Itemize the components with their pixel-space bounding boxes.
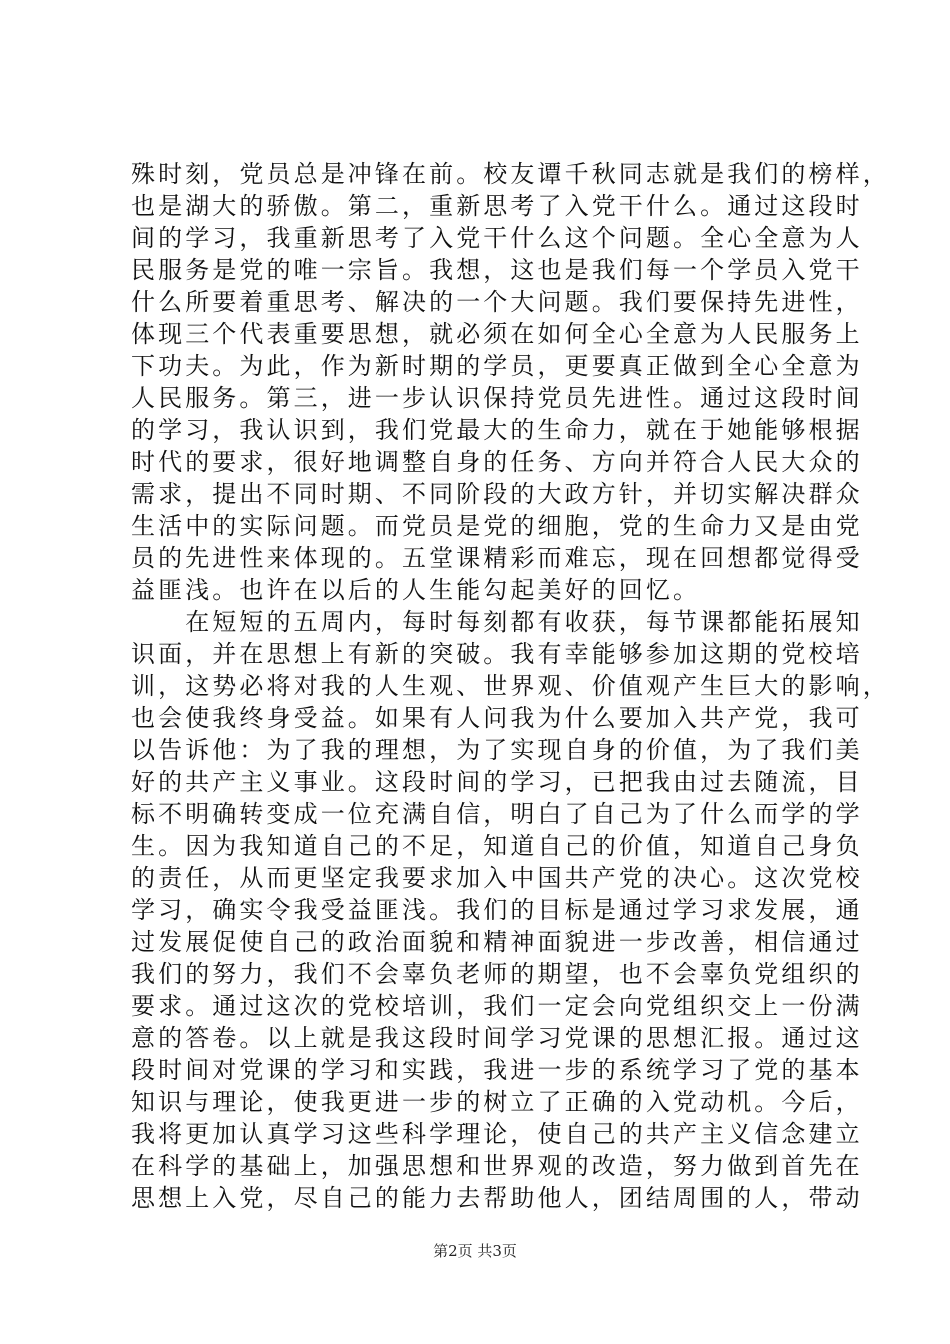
text-line: 员的先进性来体现的。五堂课精彩而难忘，现在回想都觉得受 [131, 544, 863, 572]
text-line: 的学习，我认识到，我们党最大的生命力，就在于她能够根据 [131, 416, 863, 444]
text-line: 我将更加认真学习这些科学理论，使自己的共产主义信念建立 [131, 1120, 863, 1148]
text-line: 益匪浅。也许在以后的人生能勾起美好的回忆。 [131, 576, 701, 604]
text-line: 识面，并在思想上有新的突破。我有幸能够参加这期的党校培 [131, 640, 863, 668]
text-line: 标不明确转变成一位充满自信，明白了自己为了什么而学的学 [131, 800, 863, 828]
text-line: 好的共产主义事业。这段时间的学习，已把我由过去随流，目 [131, 768, 863, 796]
text-line: 人民服务。第三，进一步认识保持党员先进性。通过这段时间 [131, 384, 863, 412]
text-line: 意的答卷。以上就是我这段时间学习党课的思想汇报。通过这 [131, 1024, 863, 1052]
text-line: 也是湖大的骄傲。第二，重新思考了入党干什么。通过这段时 [131, 192, 863, 220]
text-line: 我们的努力，我们不会辜负老师的期望，也不会辜负党组织的 [131, 960, 863, 988]
text-line: 生活中的实际问题。而党员是党的细胞，党的生命力又是由党 [131, 512, 863, 540]
text-line: 知识与理论，使我更进一步的树立了正确的入党动机。今后， [131, 1088, 863, 1116]
text-line: 段时间对党课的学习和实践，我进一步的系统学习了党的基本 [131, 1056, 863, 1084]
text-line: 学习，确实令我受益匪浅。我们的目标是通过学习求发展，通 [131, 896, 863, 924]
text-line: 下功夫。为此，作为新时期的学员，更要真正做到全心全意为 [131, 352, 863, 380]
text-line: 时代的要求，很好地调整自身的任务、方向并符合人民大众的 [131, 448, 863, 476]
text-line: 在短短的五周内，每时每刻都有收获，每节课都能拓展知 [131, 608, 863, 636]
text-line: 在科学的基础上，加强思想和世界观的改造，努力做到首先在 [131, 1152, 863, 1180]
text-line: 也会使我终身受益。如果有人问我为什么要加入共产党，我可 [131, 704, 863, 732]
body-text [131, 158, 890, 1214]
text-line: 殊时刻，党员总是冲锋在前。校友谭千秋同志就是我们的榜样， [131, 160, 890, 188]
text-line: 的责任，从而更坚定我要求加入中国共产党的决心。这次党校 [131, 864, 863, 892]
text-line: 以告诉他：为了我的理想，为了实现自身的价值，为了我们美 [131, 736, 863, 764]
text-line: 民服务是党的唯一宗旨。我想，这也是我们每一个学员入党干 [131, 256, 863, 284]
text-line: 训，这势必将对我的人生观、世界观、价值观产生巨大的影响， [131, 672, 890, 700]
text-line: 思想上入党，尽自己的能力去帮助他人，团结周围的人，带动 [131, 1184, 863, 1212]
text-line: 需求，提出不同时期、不同阶段的大政方针，并切实解决群众 [131, 480, 863, 508]
text-line: 间的学习，我重新思考了入党干什么这个问题。全心全意为人 [131, 224, 863, 252]
text-line: 生。因为我知道自己的不足，知道自己的价值，知道自己身负 [131, 832, 863, 860]
text-line: 体现三个代表重要思想，就必须在如何全心全意为人民服务上 [131, 320, 863, 348]
text-line: 要求。通过这次的党校培训，我们一定会向党组织交上一份满 [131, 992, 863, 1020]
page-number-footer: 第2页 共3页 [433, 1242, 517, 1260]
text-line: 什么所要着重思考、解决的一个大问题。我们要保持先进性， [131, 288, 863, 316]
text-line: 过发展促使自己的政治面貌和精神面貌进一步改善，相信通过 [131, 928, 863, 956]
